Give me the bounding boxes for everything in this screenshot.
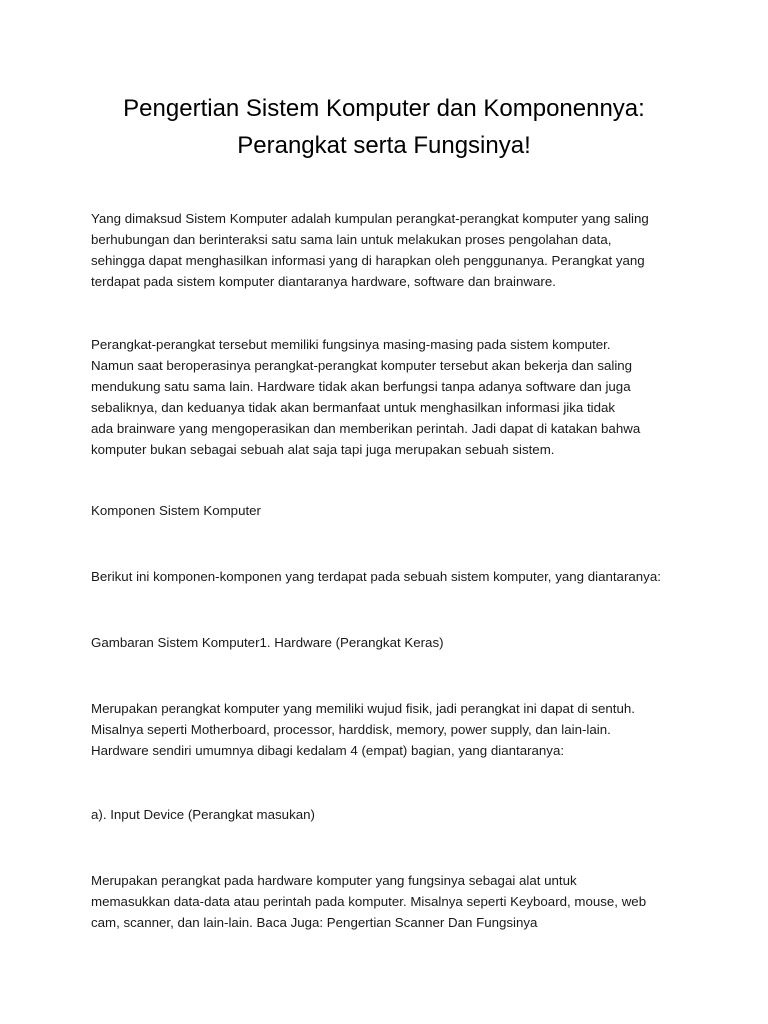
paragraph-line: Komponen Sistem Komputer: [91, 503, 261, 518]
paragraph-functions: [91, 334, 691, 460]
paragraph-line: a). Input Device (Perangkat masukan): [91, 807, 315, 822]
paragraph-line: Gambaran Sistem Komputer1. Hardware (Perangkat Keras): [91, 635, 444, 650]
paragraph-line: memasukkan data-data atau perintah pada komputer. Misalnya seperti Keyboard, mouse, web: [91, 894, 647, 909]
paragraph-line: Namun saat beroperasinya perangkat-perangkat komputer tersebut akan bekerja dan saling: [91, 358, 633, 373]
paragraph-line: Hardware sendiri umumnya dibagi kedalam 4 (empat) bagian, yang diantaranya:: [91, 743, 565, 758]
paragraph-input-device: [91, 870, 691, 933]
paragraph-components-intro: [91, 566, 691, 587]
document-title-line-1: Pengertian Sistem Komputer dan Komponennya:: [123, 95, 645, 122]
paragraph-input-device-heading: [91, 804, 691, 825]
paragraph-line: Perangkat-perangkat tersebut memiliki fungsinya masing-masing pada sistem komputer.: [91, 337, 611, 352]
section-heading-components: [91, 500, 691, 521]
paragraph-line: sebaliknya, dan keduanya tidak akan bermanfaat untuk menghasilkan informasi jika tidak: [91, 400, 616, 415]
paragraph-line: sehingga dapat menghasilkan informasi yang di harapkan oleh penggunanya. Perangkat yang: [91, 253, 645, 268]
paragraph-intro: [91, 208, 691, 292]
paragraph-line: terdapat pada sistem komputer diantaranya hardware, software dan brainware.: [91, 274, 556, 289]
paragraph-hardware-heading: [91, 632, 691, 653]
paragraph-line: Merupakan perangkat komputer yang memiliki wujud fisik, jadi perangkat ini dapat di sentuh.: [91, 701, 635, 716]
document-title-line-2: Perangkat serta Fungsinya!: [237, 132, 531, 159]
paragraph-line: komputer bukan sebagai sebuah alat saja tapi juga merupakan sebuah sistem.: [91, 442, 555, 457]
paragraph-line: cam, scanner, dan lain-lain. Baca Juga: Pengertian Scanner Dan Fungsinya: [91, 915, 538, 930]
paragraph-hardware: [91, 698, 691, 761]
paragraph-line: Misalnya seperti Motherboard, processor, harddisk, memory, power supply, dan lain-lain.: [91, 722, 611, 737]
paragraph-line: ada brainware yang mengoperasikan dan memberikan perintah. Jadi dapat di katakan bahwa: [91, 421, 641, 436]
paragraph-line: Yang dimaksud Sistem Komputer adalah kumpulan perangkat-perangkat komputer yang saling: [91, 211, 649, 226]
paragraph-line: Berikut ini komponen-komponen yang terdapat pada sebuah sistem komputer, yang diantaranya:: [91, 569, 661, 584]
paragraph-line: berhubungan dan berinteraksi satu sama lain untuk melakukan proses pengolahan data,: [91, 232, 612, 247]
paragraph-line: mendukung satu sama lain. Hardware tidak akan berfungsi tanpa adanya software dan juga: [91, 379, 631, 394]
paragraph-line: Merupakan perangkat pada hardware komputer yang fungsinya sebagai alat untuk: [91, 873, 577, 888]
